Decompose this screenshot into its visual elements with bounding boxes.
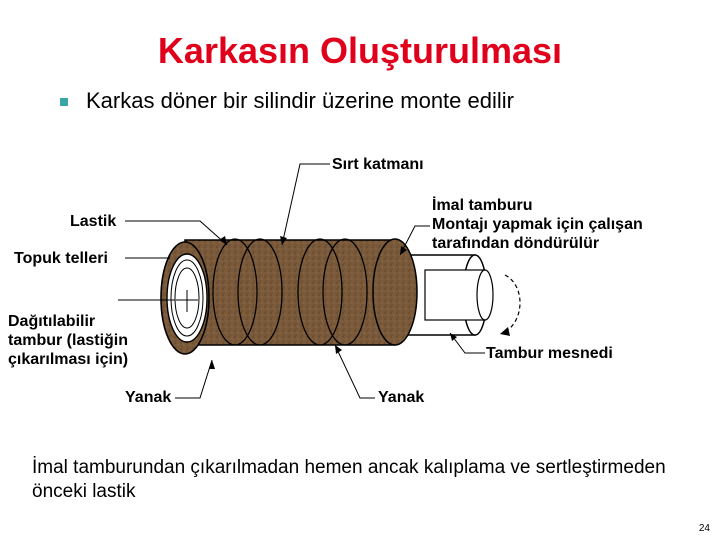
- figure-caption: İmal tamburundan çıkarılmadan hemen ancak kalıplama ve sertleştirmeden önceki lastik: [32, 457, 666, 502]
- label-dagitilabilir-tambur: [8, 312, 128, 369]
- label-sirt-katmani: Sırt katmanı: [332, 156, 424, 173]
- rotation-arrow-icon: [505, 275, 520, 332]
- label-imal-line3: tarafından döndürülür: [432, 235, 600, 252]
- label-topuk-telleri: Topuk telleri: [14, 250, 108, 267]
- label-yanak-right: Yanak: [378, 389, 425, 406]
- label-lastik: Lastik: [70, 213, 117, 230]
- label-dagit-line2: tambur (lastiğin: [8, 332, 129, 349]
- label-dagit-line3: çıkarılması için): [8, 351, 129, 368]
- label-dagit-line1: Dağıtılabilir: [8, 313, 96, 330]
- page-number: 24: [698, 523, 710, 534]
- slide-title: Karkasın Oluşturulması: [157, 30, 563, 71]
- label-yanak-left: Yanak: [125, 389, 172, 406]
- label-imal-line1: İmal tamburu: [432, 197, 533, 214]
- bullet-text: Karkas döner bir silindir üzerine monte edilir: [86, 88, 514, 113]
- label-imal-tamburu: [432, 196, 643, 253]
- label-tambur-mesnedi: Tambur mesnedi: [486, 345, 613, 362]
- rotation-arrowhead-icon: [500, 327, 510, 336]
- label-imal-line2: Montajı yapmak için çalışan: [432, 216, 643, 233]
- tire-carcass: [161, 239, 417, 354]
